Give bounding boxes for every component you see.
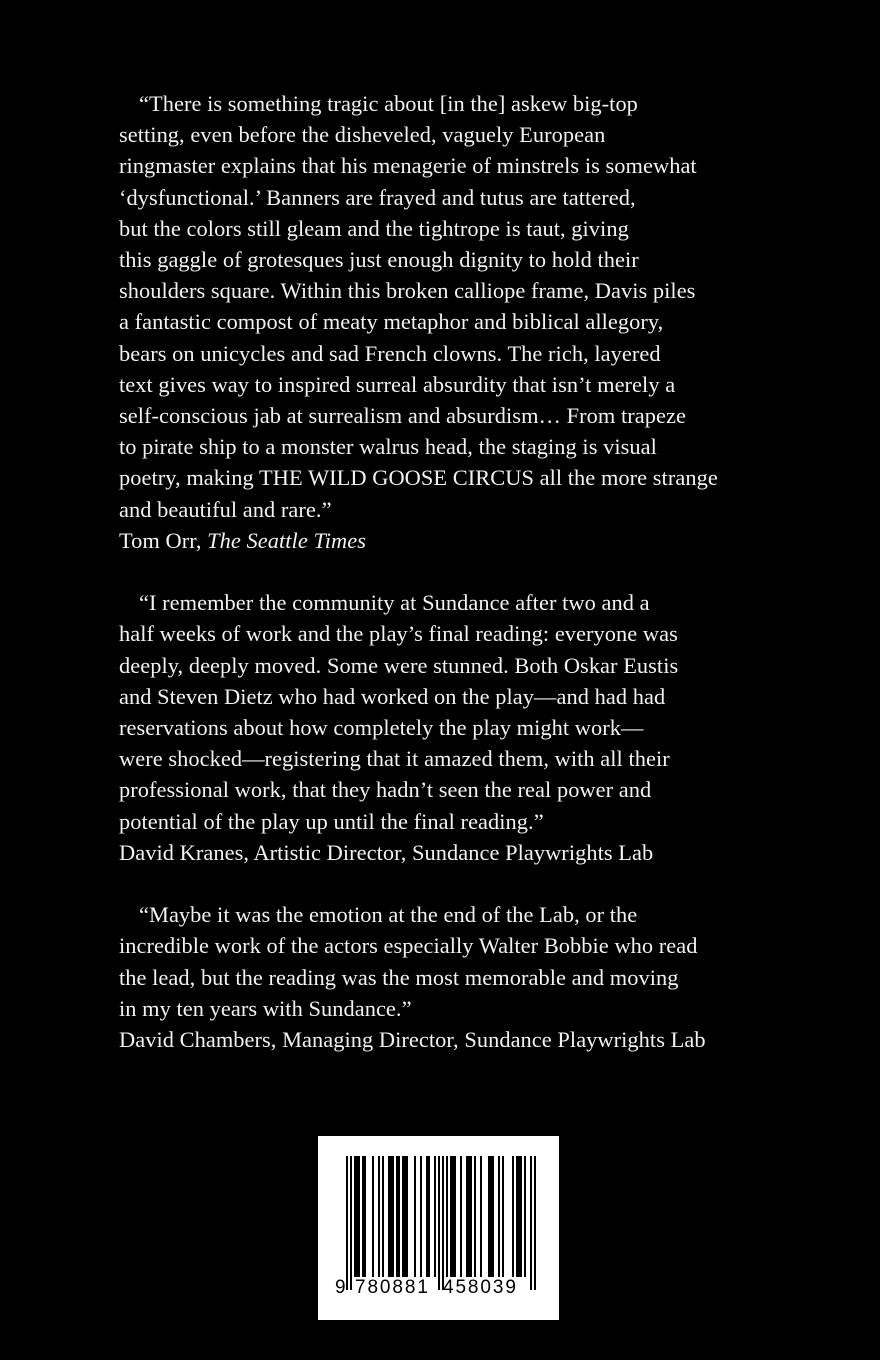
barcode-bar xyxy=(502,1156,504,1277)
barcode-bar xyxy=(364,1156,366,1277)
quote-line: shoulders square. Within this broken calliope frame, Davis piles xyxy=(119,278,696,304)
barcode-bar xyxy=(454,1156,456,1277)
quote-line: this gaggle of grotesques just enough dignity to hold their xyxy=(119,247,639,273)
barcode-guard-bar xyxy=(438,1156,440,1290)
barcode-guard-bar xyxy=(442,1156,444,1290)
quote-line: incredible work of the actors especially Walter Bobbie who read xyxy=(119,933,698,959)
quote-line: reservations about how completely the play might work— xyxy=(119,715,644,741)
quote-line: poetry, making THE WILD GOOSE CIRCUS all the more strange xyxy=(119,465,718,491)
barcode-bar xyxy=(358,1156,360,1277)
barcode-bar xyxy=(498,1156,500,1277)
barcode-bar xyxy=(390,1156,392,1277)
barcode-bar xyxy=(406,1156,408,1277)
quote-line: “Maybe it was the emotion at the end of the Lab, or the xyxy=(139,902,638,928)
barcode-bar xyxy=(392,1156,394,1277)
quote-line: setting, even before the disheveled, vaguely European xyxy=(119,122,606,148)
barcode-bar xyxy=(460,1156,462,1277)
barcode-bar xyxy=(492,1156,494,1277)
quote-line: potential of the play up until the final reading.” xyxy=(119,808,544,834)
barcode-bar xyxy=(434,1156,436,1277)
quote-line: “I remember the community at Sundance after two and a xyxy=(139,590,650,616)
quote-line: ‘dysfunctional.’ Banners are frayed and tutus are tattered, xyxy=(119,184,636,210)
barcode-right-digits: 458039 xyxy=(443,1277,518,1298)
barcode-bar xyxy=(356,1156,358,1277)
spacer xyxy=(119,868,769,899)
barcode-guard-bar xyxy=(530,1156,532,1290)
quote-line: “There is something tragic about [in the] askew big-top xyxy=(139,91,638,116)
quote-line: were shocked—registering that it amazed them, with all their xyxy=(119,746,670,772)
barcode-bar xyxy=(402,1156,404,1277)
quote-attribution: David Chambers, Managing Director, Sundance Playwrights Lab xyxy=(119,1027,706,1053)
quote-line: but the colors still gleam and the tightrope is taut, giving xyxy=(119,215,629,241)
barcode-bar xyxy=(420,1156,422,1277)
barcode-bar xyxy=(372,1156,374,1277)
quote-line: half weeks of work and the play’s final reading: everyone was xyxy=(119,621,678,647)
quote-attribution xyxy=(119,525,769,556)
spacer xyxy=(119,556,769,587)
barcode-bar xyxy=(488,1156,490,1277)
barcode-bar xyxy=(516,1156,518,1277)
barcode-bar xyxy=(428,1156,430,1277)
quote-line: ringmaster explains that his menagerie of minstrels is somewhat xyxy=(119,153,697,179)
barcode-bar xyxy=(474,1156,476,1277)
barcode-bar xyxy=(470,1156,472,1277)
barcode-bar xyxy=(398,1156,400,1277)
quote-line: professional work, that they hadn’t seen the real power and xyxy=(119,777,652,803)
barcode-bar xyxy=(490,1156,492,1277)
barcode-guard-bar xyxy=(350,1156,352,1290)
barcode-guard-bar xyxy=(346,1156,348,1290)
quote-line: in my ten years with Sundance.” xyxy=(119,995,412,1021)
barcode-bar xyxy=(446,1156,448,1277)
barcode-bar xyxy=(354,1156,356,1277)
barcode-bar xyxy=(452,1156,454,1277)
barcode-bar xyxy=(480,1156,482,1277)
quote-seattle-times xyxy=(119,88,769,556)
attribution-source: The Seattle Times xyxy=(207,527,366,553)
barcode-bar xyxy=(524,1156,526,1277)
barcode-bar xyxy=(378,1156,380,1277)
barcode-bar xyxy=(396,1156,398,1277)
isbn-barcode xyxy=(318,1136,559,1320)
quote-kranes xyxy=(119,587,769,868)
quote-line: self-conscious jab at surrealism and absurdism… From trapeze xyxy=(119,403,686,429)
barcode-bar xyxy=(404,1156,406,1277)
review-quotes xyxy=(119,88,769,1055)
barcode-bar xyxy=(518,1156,520,1277)
barcode-bar xyxy=(520,1156,522,1277)
barcode-left-digits: 780881 xyxy=(355,1277,430,1298)
barcode-bar xyxy=(466,1156,468,1277)
quote-line: text gives way to inspired surreal absurdity that isn’t merely a xyxy=(119,371,676,397)
quote-attribution: David Kranes, Artistic Director, Sundance Playwrights Lab xyxy=(119,839,654,865)
barcode-bar xyxy=(512,1156,514,1277)
quote-line: a fantastic compost of meaty metaphor and biblical allegory, xyxy=(119,309,664,335)
quote-line: bears on unicycles and sad French clowns. The rich, layered xyxy=(119,340,661,366)
barcode-bar xyxy=(468,1156,470,1277)
quote-line: and beautiful and rare.” xyxy=(119,496,332,522)
barcode-guard-bar xyxy=(534,1156,536,1290)
barcode-number xyxy=(318,1277,559,1301)
quote-line: to pirate ship to a monster walrus head, the staging is visual xyxy=(119,434,657,460)
quote-line: deeply, deeply moved. Some were stunned. Both Oskar Eustis xyxy=(119,652,679,678)
barcode-bar xyxy=(388,1156,390,1277)
barcode-bar xyxy=(382,1156,384,1277)
barcode-lead-digit: 9 xyxy=(335,1277,346,1298)
barcode-bar xyxy=(450,1156,452,1277)
attribution-name: Tom Orr, xyxy=(119,527,208,553)
barcode-bar xyxy=(362,1156,364,1277)
barcode-bar xyxy=(414,1156,416,1277)
quote-line: the lead, but the reading was the most memorable and moving xyxy=(119,964,679,990)
barcode-bar xyxy=(426,1156,428,1277)
quote-line: and Steven Dietz who had worked on the play—and had had xyxy=(119,683,666,709)
quote-chambers xyxy=(119,899,769,1055)
